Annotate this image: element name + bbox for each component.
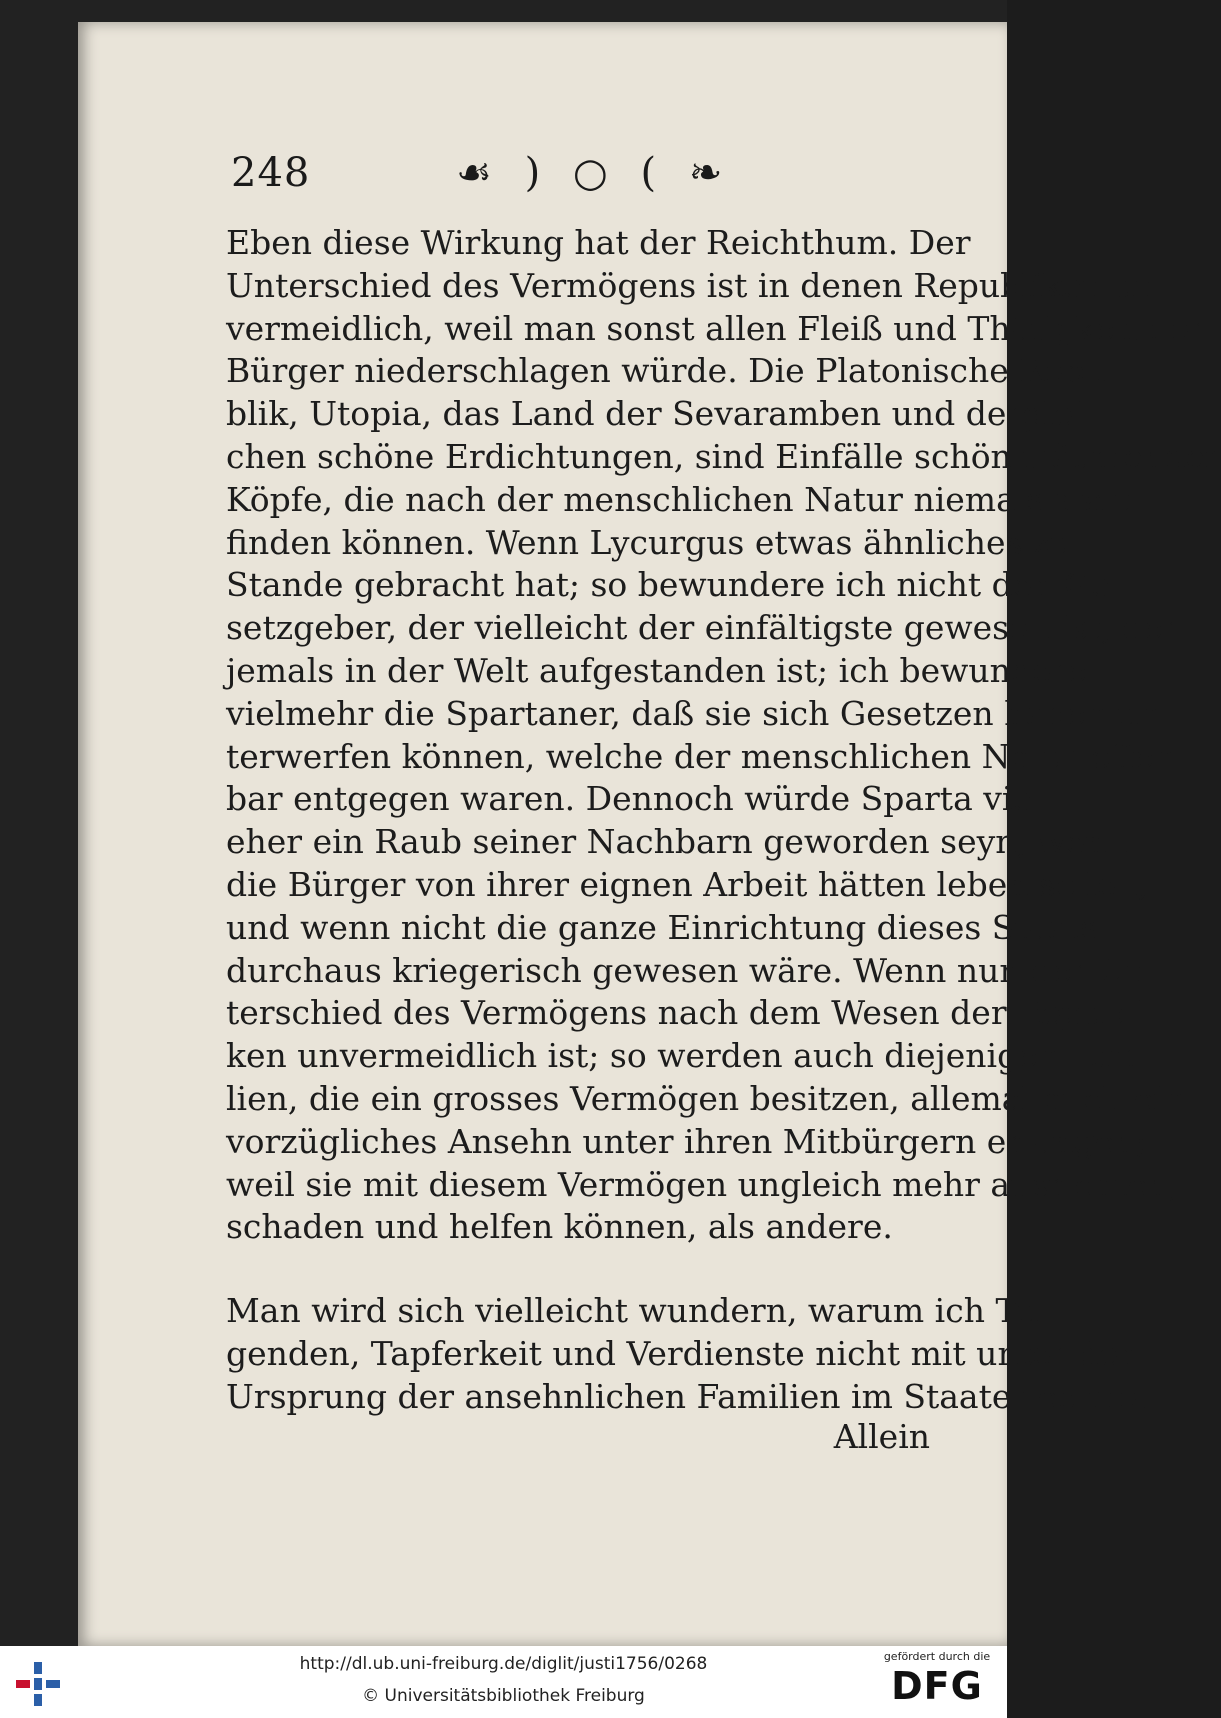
text-line: eher ein Raub seiner Nachbarn geworden seyn, wenn [226,822,1128,862]
text-line: chen schöne Erdichtungen, sind Einfälle schön träumender [226,436,1221,476]
text-line: Stande gebracht hat; so bewundere ich nicht den Ge- [226,565,1122,605]
copyright-notice: © Universitätsbibliothek Freiburg [362,1686,645,1706]
permalink-url[interactable]: http://dl.ub.uni-freiburg.de/diglit/justi1756/0268 [299,1654,708,1674]
text-line: Eben diese Wirkung hat der Reichthum. Der [226,223,971,262]
text-line: terschied des Vermögens nach dem Wesen der Republi- [226,993,1158,1033]
text-line: weil sie mit diesem Vermögen ungleich mehr ausrichten, [226,1164,1179,1204]
text-line: bar entgegen waren. Dennoch würde Sparta viel [226,779,1043,819]
text-line: Ursprung der ansehnlichen Familien im Staate rechne. [226,1376,1149,1416]
page-header [231,150,943,196]
text-line: Unterschied des Vermögens ist in denen Republiken un- [226,265,1168,305]
text-line: durchaus kriegerisch gewesen wäre. Wenn nun der Un- [226,950,1159,990]
page-number: 248 [231,150,311,196]
sponsor-text: gefördert durch die [883,1650,991,1663]
dfg-logo: DFG [891,1664,983,1708]
text-line: ken unvermeidlich ist; so werden auch diejenigen Fami- [226,1036,1163,1076]
text-line: setzgeber, der vielleicht der einfältigste gewesen ist, der [226,608,1179,648]
text-line: vorzügliches Ansehn unter ihren Mitbürgern erlangen; [226,1121,1147,1161]
text-line: die Bürger von ihrer eignen Arbeit hätten leben sollen, [226,864,1149,904]
text-line: Man wird sich vielleicht wundern, warum ich Tu- [226,1291,1050,1330]
paragraph-1 [226,222,1221,1249]
text-line: jemals in der Welt aufgestanden ist; ich bewundere [226,650,1087,690]
paragraph-2 [226,1290,1149,1418]
text-line: finden können. Wenn Lycurgus etwas ähnliches zu [226,522,1072,562]
viewer-footer [0,1646,1007,1718]
text-line: vermeidlich, weil man sonst allen Fleiß und Thätigkeit der [226,308,1206,348]
header-ornament: ☙ ) ○ ( ❧ [456,150,733,196]
catchword: Allein [833,1417,930,1456]
text-line: lien, die ein grosses Vermögen besitzen, allemal auch ein [226,1078,1186,1118]
text-line: Köpfe, die nach der menschlichen Natur niemals statt [226,479,1131,519]
sponsor-block [877,1650,997,1714]
text-line: terwerfen können, welche der menschlichen Natur offen- [226,736,1187,776]
text-line: schaden und helfen können, als andere. [226,1207,893,1247]
text-line: Bürger niederschlagen würde. Die Platonische Repu- [226,351,1118,391]
text-line: blik, Utopia, das Land der Sevaramben und derglei- [226,394,1096,434]
text-line: vielmehr die Spartaner, daß sie sich Gesetzen haben un- [226,693,1172,733]
text-line: genden, Tapferkeit und Verdienste nicht mit unter den [226,1333,1140,1373]
text-line: und wenn nicht die ganze Einrichtung dieses Staats [226,907,1098,947]
